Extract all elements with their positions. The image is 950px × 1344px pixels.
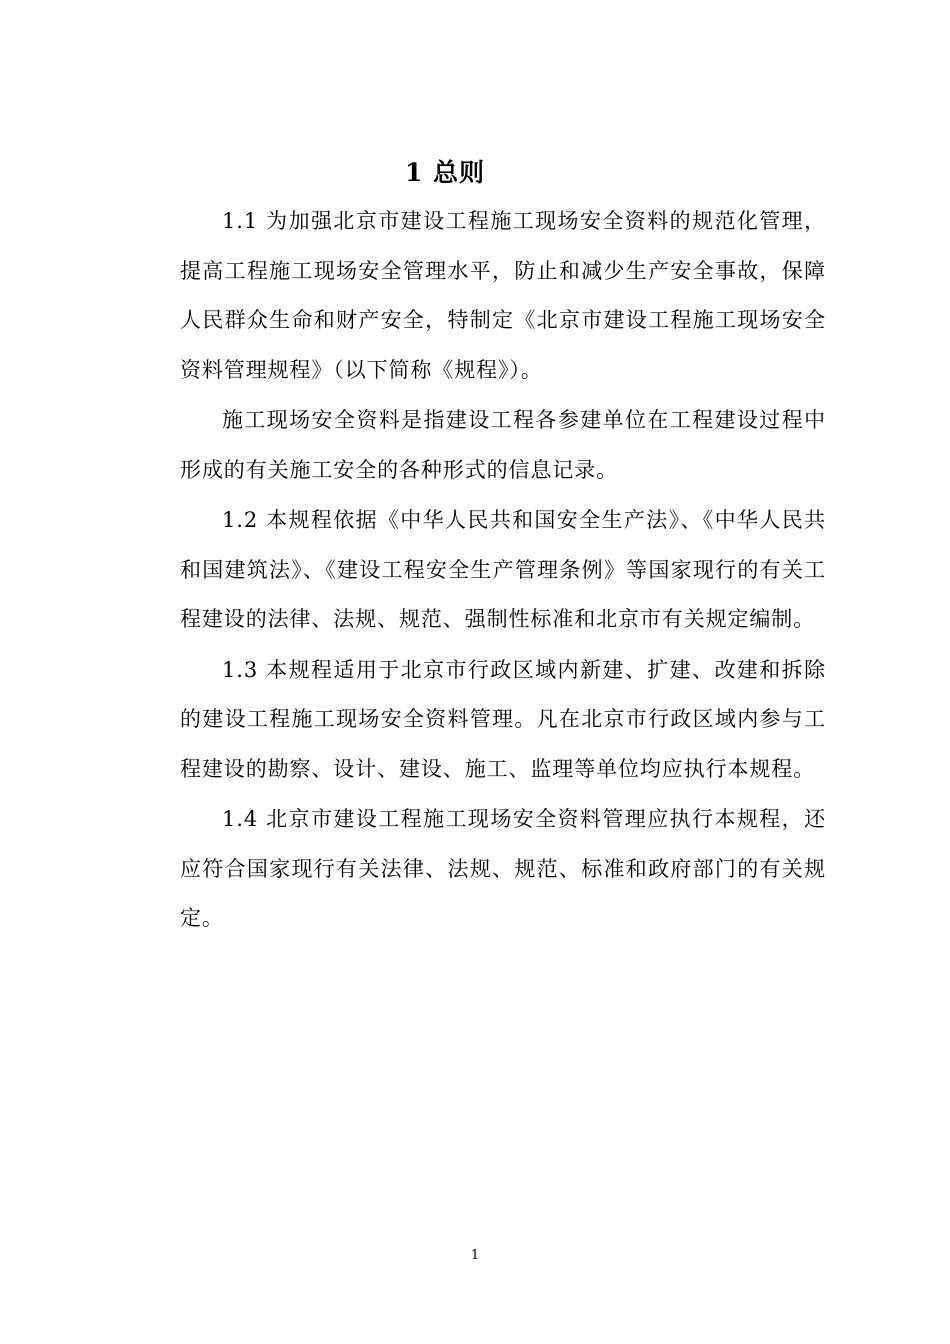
paragraph-1-4: 1.4 北京市建设工程施工现场安全资料管理应执行本规程，还应符合国家现行有关法律、法规、规范、标准和政府部门的有关规定。 <box>180 807 826 930</box>
body-text <box>180 197 826 945</box>
paragraph-1-2: 1.2 本规程依据《中华人民共和国安全生产法》、《中华人民共和国建筑法》、《建设工程安全生产管理条例》等国家现行的有关工程建设的法律、法规、规范、强制性标准和北京市有关规定编制。 <box>180 508 826 631</box>
page-title: 1 总则 <box>404 158 486 187</box>
paragraph-1-3: 1.3 本规程适用于北京市行政区域内新建、扩建、改建和拆除的建设工程施工现场安全资料管理。凡在北京市行政区域内参与工程建设的勘察、设计、建设、施工、监理等单位均应执行本规程。 <box>180 657 826 781</box>
paragraph-definition: 施工现场安全资料是指建设工程各参建单位在工程建设过程中形成的有关施工安全的各种形式的信息记录。 <box>180 408 826 482</box>
page-number: 1 <box>470 1248 480 1263</box>
paragraph-1-1: 1.1 为加强北京市建设工程施工现场安全资料的规范化管理，提高工程施工现场安全管理水平，防止和减少生产安全事故，保障人民群众生命和财产安全，特制定《北京市建设工程施工现场安全资料管理规程》（以下简称《规程》）。 <box>180 209 826 382</box>
